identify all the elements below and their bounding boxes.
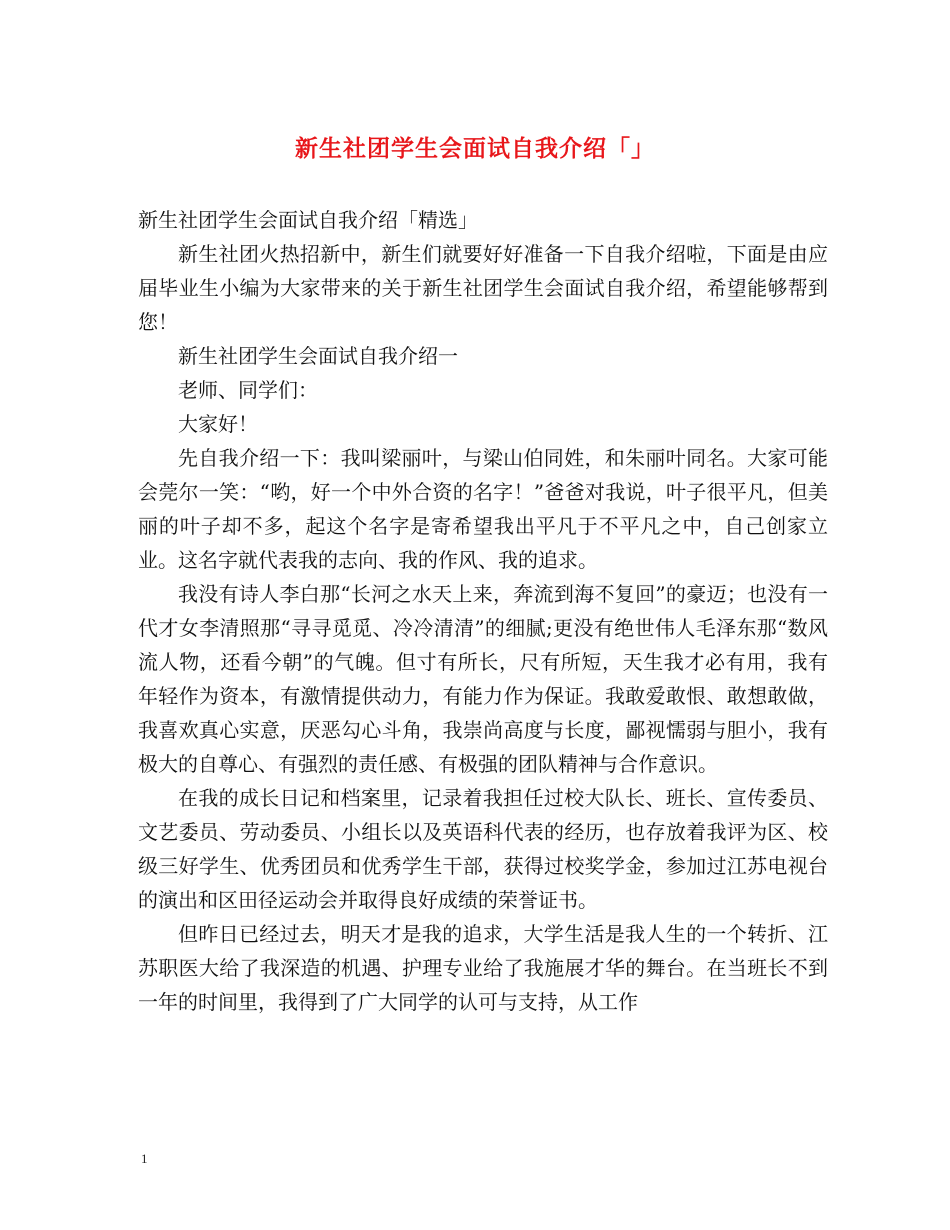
document-title: 新生社团学生会面试自我介绍「」 [295,135,655,162]
body-paragraph: 在我的成长日记和档案里，记录着我担任过校大队长、班长、宣传委员、文艺委员、劳动委员、小组长以及英语科代表的经历，也存放着我评为区、校级三好学生、优秀团员和优秀学生干部，获得过校奖学金，参加过江苏电视台的演出和区田径运动会并取得良好成绩的荣誉证书。 [138,786,828,912]
body-paragraph: 先自我介绍一下：我叫梁丽叶，与梁山伯同姓，和朱丽叶同名。大家可能会莞尔一笑：“哟，好一个中外合资的名字！”爸爸对我说，叶子很平凡，但美丽的叶子却不多，起这个名字是寄希望我出平凡于不平凡之中，自己创家立业。这名字就代表我的志向、我的作风、我的追求。 [138,446,828,572]
page-number: 1 [141,1151,148,1166]
section-heading: 新生社团学生会面试自我介绍一 [178,344,458,368]
intro-paragraph: 新生社团火热招新中，新生们就要好好准备一下自我介绍啦，下面是由应届毕业生小编为大家带来的关于新生社团学生会面试自我介绍，希望能够帮到您！ [138,242,828,334]
document-body [138,203,828,1019]
subtitle-paragraph: 新生社团学生会面试自我介绍「精选」 [138,208,478,232]
greeting-paragraph: 大家好！ [178,412,258,436]
body-paragraph: 我没有诗人李白那“长河之水天上来，奔流到海不复回”的豪迈；也没有一代才女李清照那“寻寻觅觅、冷冷清清”的细腻;更没有绝世伟人毛泽东那“数风流人物，还看今朝”的气魄。但寸有所长，尺有所短，天生我才必有用，我有年轻作为资本，有激情提供动力，有能力作为保证。我敢爱敢恨、敢想敢做，我喜欢真心实意，厌恶勾心斗角，我崇尚高度与长度，鄙视懦弱与胆小，我有极大的自尊心、有强烈的责任感、有极强的团队精神与合作意识。 [138,582,828,776]
salutation-paragraph: 老师、同学们： [178,378,318,402]
body-paragraph: 但昨日已经过去，明天才是我的追求，大学生活是我人生的一个转折、江苏职医大给了我深造的机遇、护理专业给了我施展才华的舞台。在当班长不到一年的时间里，我得到了广大同学的认可与支持，从工作 [138,922,828,1014]
